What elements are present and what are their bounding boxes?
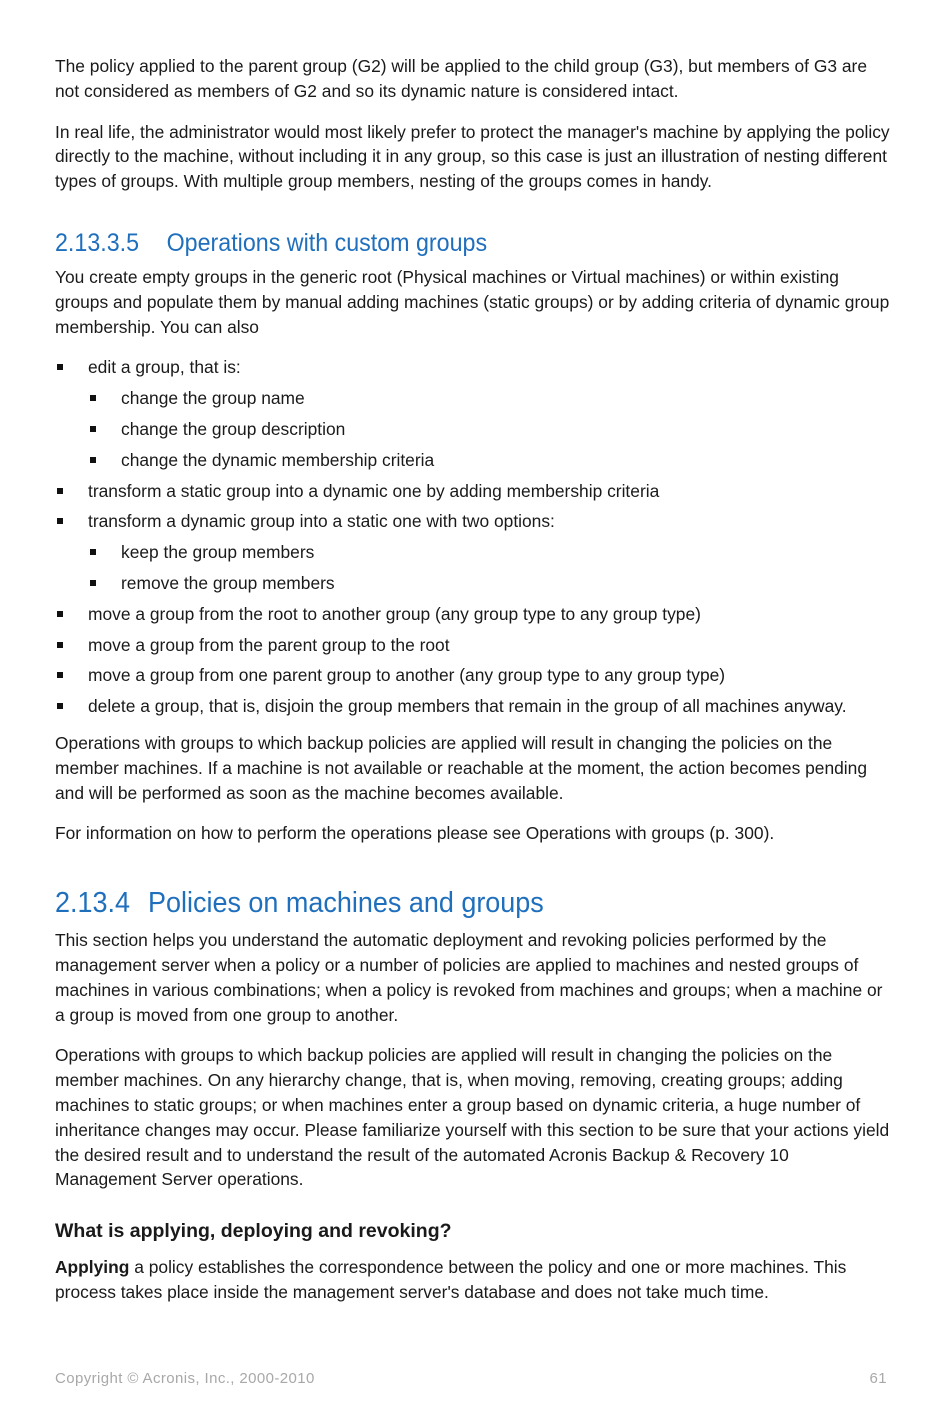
applying-text: a policy establishes the correspondence between the policy and one or more machines. This process takes place inside the management server's database and does not take much time. xyxy=(55,1257,847,1302)
operations-bullet-list xyxy=(55,355,895,719)
bullet-item: transform a dynamic group into a static one with two options: xyxy=(55,509,895,534)
bullet-item: move a group from the root to another group (any group type to any group type) xyxy=(55,602,895,627)
intro-paragraph-2: In real life, the administrator would most likely prefer to protect the manager's machine by applying the policy directly to the machine, without including it in any group, so this case is just an illustration of nesting different types of groups. With multiple group members, nesting of the groups comes in handy. xyxy=(55,121,890,192)
heading-operations-custom-groups xyxy=(55,228,836,258)
bullet-item: move a group from one parent group to another (any group type to any group type) xyxy=(55,663,895,688)
custom-groups-intro: You create empty groups in the generic root (Physical machines or Virtual machines) or within existing groups and populate them by manual adding machines (static groups) or by adding criteria of dynamic group membership. You can also xyxy=(55,266,890,337)
policies-paragraph-1: This section helps you understand the automatic deployment and revoking policies performed by the management server when a policy or a number of policies are applied to machines and nested groups of machines in various combinations; when a policy is revoked from machines and groups; when a machine or a group is moved from one group to another. xyxy=(55,930,883,1025)
page-number: 61 xyxy=(869,1370,887,1387)
bullet-item: transform a static group into a dynamic one by adding membership criteria xyxy=(55,479,895,504)
bullet-item: remove the group members xyxy=(55,571,895,596)
operations-paragraph: Operations with groups to which backup policies are applied will result in changing the policies on the member machines. If a machine is not available or reachable at the moment, the action becomes pending and will be performed as soon as the machine becomes available. xyxy=(55,732,868,803)
copyright-text: Copyright © Acronis, Inc., 2000-2010 xyxy=(55,1370,315,1387)
applying-term: Applying xyxy=(55,1257,130,1278)
applying-paragraph xyxy=(55,1255,895,1305)
bullet-item: move a group from the parent group to the root xyxy=(55,633,895,658)
heading-title: Policies on machines and groups xyxy=(148,887,544,920)
page-content xyxy=(55,54,895,1321)
policies-paragraph-2: Operations with groups to which backup policies are applied will result in changing the policies on the member machines. On any hierarchy change, that is, when moving, removing, creating groups; adding machines to static groups; or when machines enter a group based on dynamic criteria, a huge number of inheritance changes may occur. Please familiarize yourself with this section to be sure that your actions yield the desired result and to understand the result of the automated Acronis Backup & Recovery 10 Management Server operations. xyxy=(55,1045,890,1190)
heading-number: 2.13.3.5 xyxy=(55,228,140,257)
bullet-item: change the group description xyxy=(55,417,895,442)
heading-title: Operations with custom groups xyxy=(166,228,488,257)
bullet-item: keep the group members xyxy=(55,540,895,565)
heading-applying-deploying-revoking: What is applying, deploying and revoking? xyxy=(55,1220,452,1243)
bullet-item: change the dynamic membership criteria xyxy=(55,448,895,473)
heading-number: 2.13.4 xyxy=(55,887,130,920)
bullet-item: edit a group, that is: xyxy=(55,355,895,380)
operations-info-paragraph: For information on how to perform the operations please see Operations with groups (p. 300). xyxy=(55,823,775,844)
heading-policies-machines-groups xyxy=(55,886,836,920)
bullet-item: delete a group, that is, disjoin the group members that remain in the group of all machines anyway. xyxy=(55,694,895,719)
intro-paragraph-1: The policy applied to the parent group (G2) will be applied to the child group (G3), but members of G3 are not considered as members of G2 and so its dynamic nature is considered intact. xyxy=(55,56,868,101)
bullet-item: change the group name xyxy=(55,386,895,411)
